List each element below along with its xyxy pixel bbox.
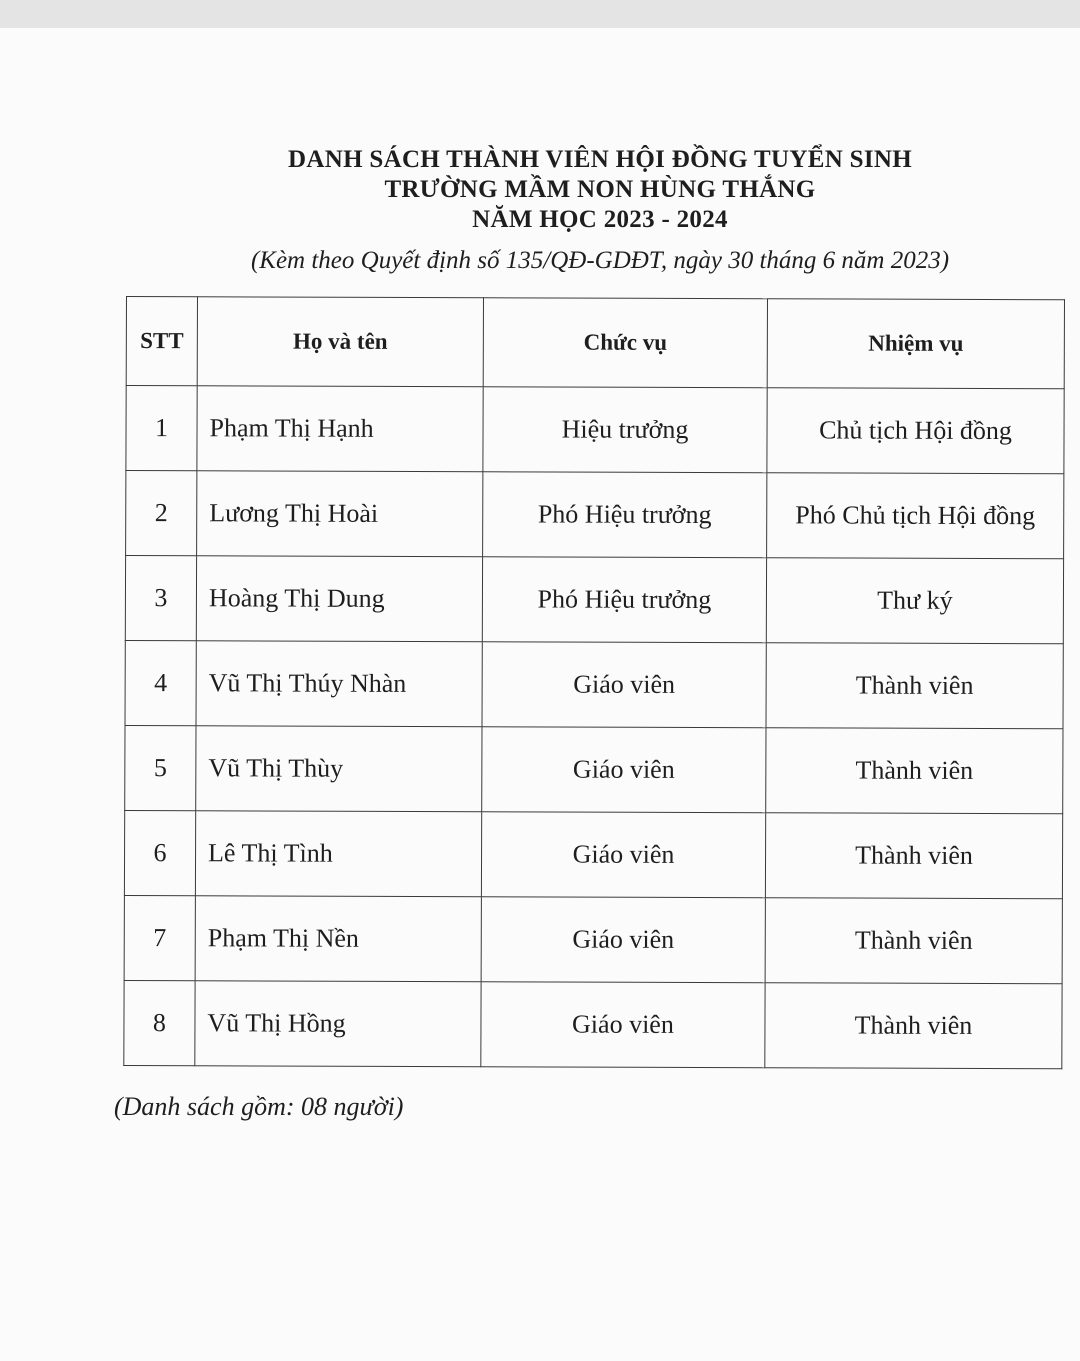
cell-position: Phó Hiệu trưởng <box>482 557 766 643</box>
table-row <box>126 386 1064 474</box>
cell-duty: Chủ tịch Hội đồng <box>767 388 1064 474</box>
cell-duty: Thư ký <box>766 558 1063 644</box>
cell-stt: 2 <box>126 471 197 556</box>
header-position: Chức vụ <box>483 298 767 388</box>
table-row <box>124 895 1062 983</box>
cell-stt: 8 <box>124 980 195 1065</box>
cell-duty: Phó Chủ tịch Hội đồng <box>767 473 1064 559</box>
cell-name: Phạm Thị Nền <box>195 896 481 982</box>
cell-position: Giáo viên <box>481 982 765 1068</box>
cell-stt: 7 <box>124 895 195 980</box>
cell-stt: 5 <box>125 725 196 810</box>
table-row <box>124 810 1062 898</box>
document-title-line-3: NĂM HỌC 2023 - 2024 <box>472 206 728 233</box>
cell-name: Vũ Thị Hồng <box>195 981 481 1067</box>
cell-name: Lương Thị Hoài <box>197 471 483 557</box>
cell-position: Giáo viên <box>481 897 765 983</box>
cell-name: Vũ Thị Thúy Nhàn <box>196 641 482 727</box>
footer-note: (Danh sách gồm: 08 người) <box>114 1092 404 1121</box>
table-row <box>124 980 1062 1068</box>
cell-duty: Thành viên <box>765 813 1062 899</box>
cell-stt: 4 <box>125 640 196 725</box>
cell-position: Giáo viên <box>482 727 766 813</box>
table-row <box>125 725 1063 813</box>
table-header-row <box>126 297 1064 389</box>
cell-position: Giáo viên <box>482 642 766 728</box>
cell-duty: Thành viên <box>766 643 1063 729</box>
cell-stt: 6 <box>124 810 195 895</box>
top-bar <box>0 0 1080 28</box>
cell-position: Hiệu trưởng <box>483 387 767 473</box>
cell-position: Phó Hiệu trưởng <box>483 472 767 558</box>
cell-duty: Thành viên <box>765 983 1062 1069</box>
header-duty: Nhiệm vụ <box>767 299 1064 389</box>
cell-duty: Thành viên <box>765 898 1062 984</box>
header-name: Họ và tên <box>197 297 483 387</box>
cell-stt: 3 <box>125 556 196 641</box>
document-title-line-1: DANH SÁCH THÀNH VIÊN HỘI ĐỒNG TUYỂN SINH <box>288 146 912 173</box>
document-title-line-2: TRƯỜNG MẦM NON HÙNG THẮNG <box>384 176 816 203</box>
cell-duty: Thành viên <box>766 728 1063 814</box>
header-stt: STT <box>126 297 197 386</box>
cell-stt: 1 <box>126 386 197 471</box>
cell-name: Lê Thị Tình <box>195 811 481 897</box>
table-row <box>125 640 1063 728</box>
table-row <box>125 556 1063 644</box>
cell-name: Hoàng Thị Dung <box>196 556 482 642</box>
document-subtitle: (Kèm theo Quyết định số 135/QĐ-GDĐT, ngày 30 tháng 6 năm 2023) <box>250 247 950 274</box>
cell-position: Giáo viên <box>481 812 765 898</box>
cell-name: Phạm Thị Hạnh <box>197 386 483 472</box>
table-row <box>126 471 1064 559</box>
cell-name: Vũ Thị Thùy <box>196 726 482 812</box>
member-table <box>123 296 1065 1069</box>
